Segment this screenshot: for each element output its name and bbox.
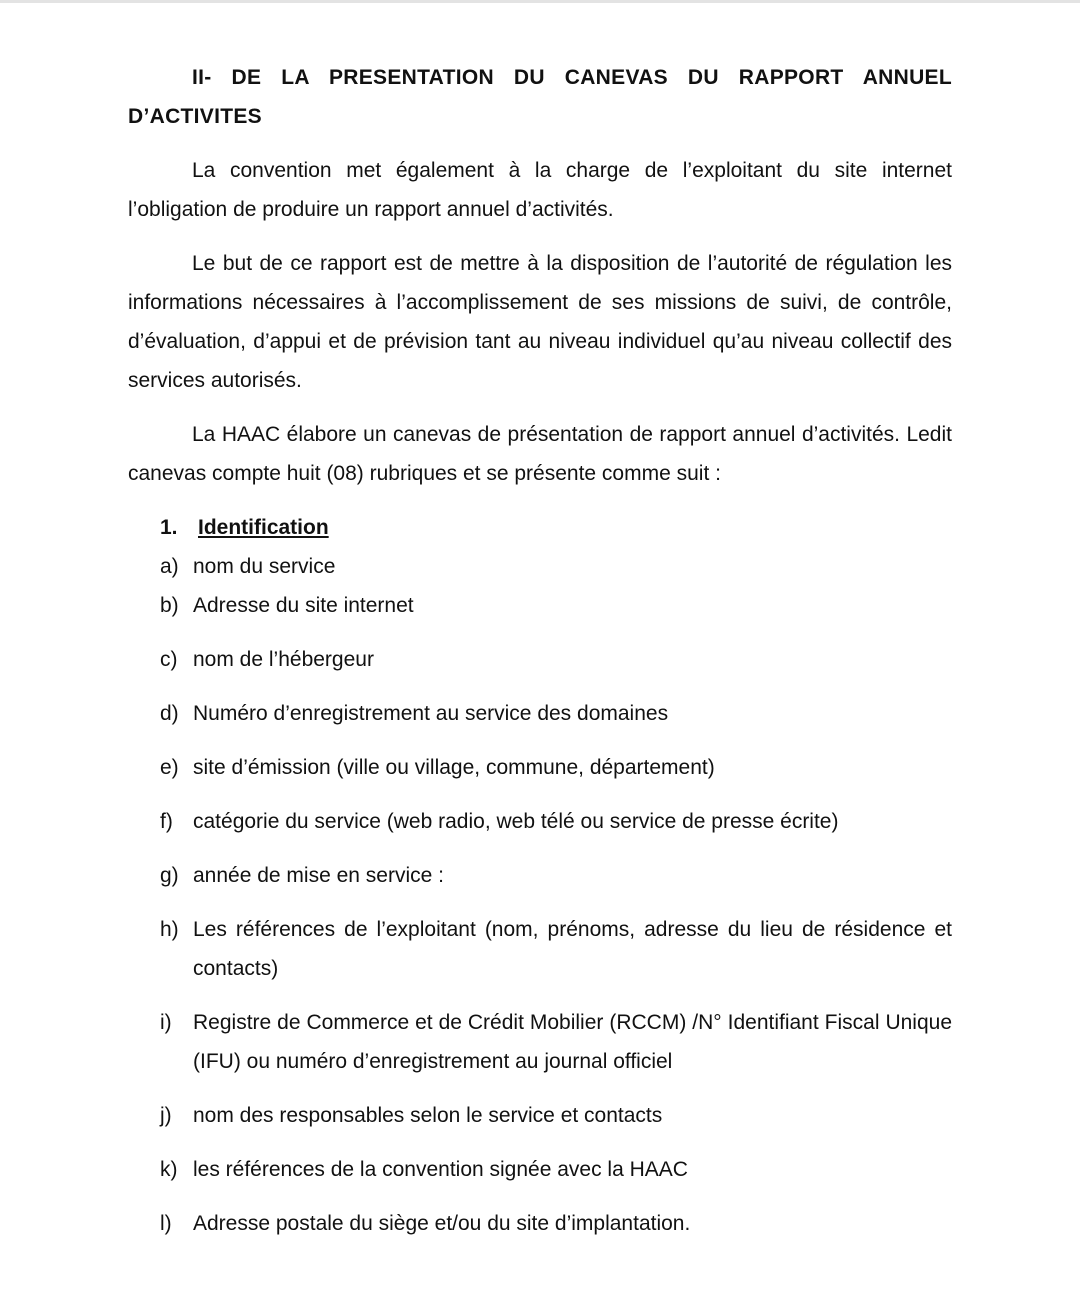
list-item-letter: e): [160, 756, 179, 779]
list-item: [160, 586, 952, 625]
subsection-number: 1.: [160, 516, 178, 539]
list-item: [160, 856, 952, 895]
list-item: [160, 1096, 952, 1135]
list-item-letter: i): [160, 1011, 172, 1034]
list-item-letter: k): [160, 1158, 178, 1181]
paragraph-purpose: Le but de ce rapport est de mettre à la disposition de l’autorité de régulation les informations nécessaires à l’accomplissement de ses missions de suivi, de contrôle, d’évaluation, d’appui et de prévision tant au niveau individuel qu’au niveau collectif des services autorisés.: [128, 252, 952, 392]
list-item-letter: f): [160, 810, 173, 833]
list-item: [160, 1003, 952, 1081]
page-top-edge: [0, 0, 1080, 3]
list-item-text: catégorie du service (web radio, web télé ou service de presse écrite): [193, 810, 839, 833]
list-item: [160, 640, 952, 679]
subsection-title: [160, 508, 952, 547]
list-item: [160, 547, 952, 586]
paragraph-convention: La convention met également à la charge de l’exploitant du site internet l’obligation de produire un rapport annuel d’activités.: [128, 159, 952, 221]
list-item-letter: j): [160, 1104, 172, 1127]
list-item-text: Registre de Commerce et de Crédit Mobilier (RCCM) /N° Identifiant Fiscal Unique (IFU) ou numéro d’enregistrement au journal officiel: [193, 1011, 952, 1073]
list-item-text: nom du service: [193, 555, 336, 578]
list-item-text: Adresse postale du siège et/ou du site d’implantation.: [193, 1212, 691, 1235]
list-item-text: Adresse du site internet: [193, 594, 414, 617]
paragraph-canevas: La HAAC élabore un canevas de présentation de rapport annuel d’activités. Ledit canevas compte huit (08) rubriques et se présente comme suit :: [128, 423, 952, 485]
list-item: [160, 802, 952, 841]
list-item-text: nom de l’hébergeur: [193, 648, 374, 671]
list-item: [160, 748, 952, 787]
list-item-letter: d): [160, 702, 179, 725]
section-heading: II- DE LA PRESENTATION DU CANEVAS DU RAPPORT ANNUEL D’ACTIVITES: [128, 66, 952, 128]
list-item-text: Numéro d’enregistrement au service des domaines: [193, 702, 669, 725]
list-item-text: les références de la convention signée avec la HAAC: [193, 1158, 688, 1181]
list-item-text: site d’émission (ville ou village, commune, département): [193, 756, 715, 779]
document-page: [128, 58, 952, 1258]
list-item-letter: b): [160, 594, 179, 617]
list-item: [160, 1204, 952, 1243]
list-item: [160, 910, 952, 988]
list-item-text: nom des responsables selon le service et contacts: [193, 1104, 663, 1127]
list-item-letter: h): [160, 918, 179, 941]
list-item-letter: a): [160, 555, 179, 578]
list-item-text: année de mise en service :: [193, 864, 444, 887]
list-item-letter: g): [160, 864, 179, 887]
list-item-letter: c): [160, 648, 178, 671]
list-item: [160, 694, 952, 733]
list-item-text: Les références de l’exploitant (nom, prénoms, adresse du lieu de résidence et contacts): [193, 918, 952, 980]
list-item: [160, 1150, 952, 1189]
list-item-letter: l): [160, 1212, 172, 1235]
identification-list: [128, 547, 952, 1243]
subsection-label: Identification: [198, 516, 329, 539]
